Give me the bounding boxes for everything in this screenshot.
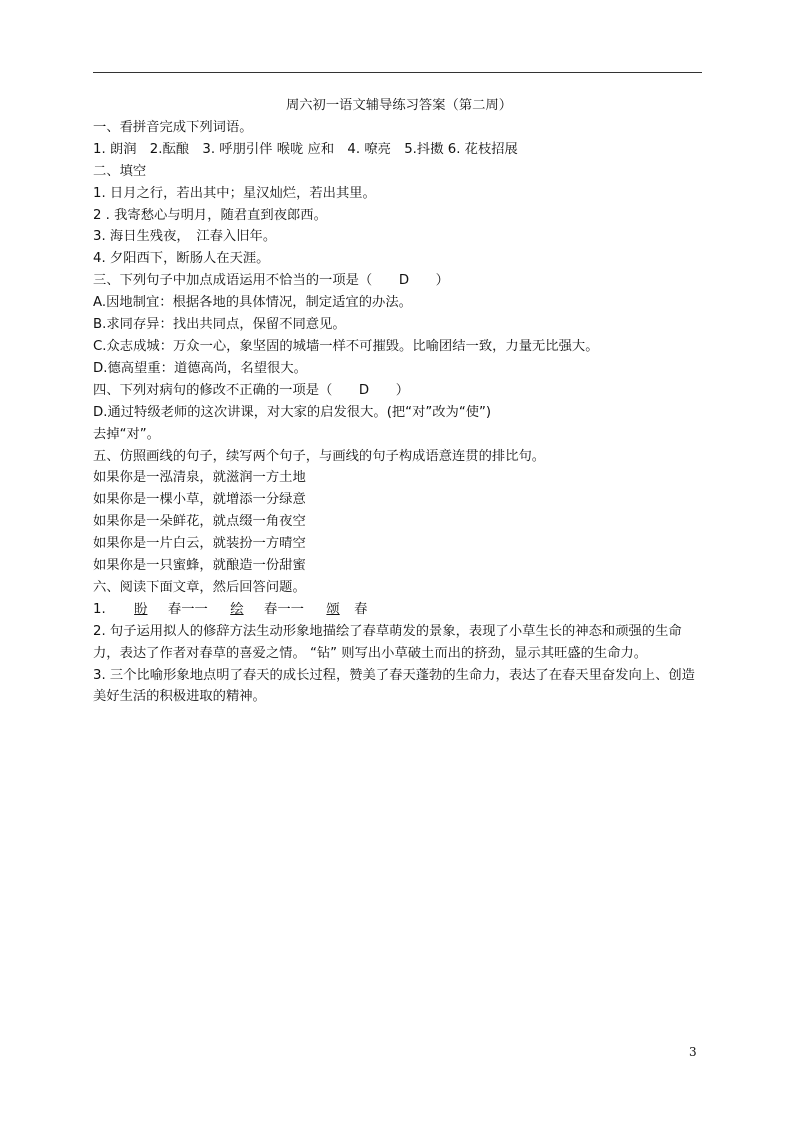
- answer-word-underlined: 颂: [326, 601, 340, 617]
- text-line: 3. 海日生残夜， 江春入旧年。: [93, 229, 277, 245]
- text-line: D.通过特级老师的这次讲课，对大家的启发很大。(把“对”改为“使”): [93, 404, 492, 420]
- text-line: 二、填空: [93, 163, 147, 179]
- header-rule: [93, 72, 702, 73]
- text-line: D.德高望重：道德高尚，名望很大。: [93, 360, 307, 376]
- answer-word: 春: [354, 601, 368, 617]
- text-line: A.因地制宜：根据各地的具体情况，制定适宜的办法。: [93, 295, 412, 311]
- text-line: 三、下列句子中加点成语运用不恰当的一项是（ D ）: [93, 273, 449, 289]
- text-line: B.求同存异：找出共同点，保留不同意见。: [93, 317, 346, 333]
- text-line: 如果你是一只蜜蜂，就酿造一份甜蜜: [93, 558, 306, 574]
- document-body: [93, 95, 705, 708]
- text-line: 4. 夕阳西下，断肠人在天涯。: [93, 251, 270, 267]
- text-line: 如果你是一棵小草，就增添一分绿意: [93, 492, 306, 508]
- answer-paragraph: 3. 三个比喻形象地点明了春天的成长过程，赞美了春天蓬勃的生命力，表达了在春天里奋发向上、创造美好生活的积极进取的精神。: [93, 667, 695, 705]
- text-line: C.众志成城：万众一心，象坚固的城墙一样不可摧毁。比喻团结一致，力量无比强大。: [93, 338, 599, 354]
- answer-word: 春一一: [264, 601, 304, 617]
- text-line: 如果你是一朵鲜花，就点缀一角夜空: [93, 514, 306, 530]
- text-line: 1. 日月之行，若出其中；星汉灿烂，若出其里。: [93, 185, 376, 201]
- text-line: 六、阅读下面文章，然后回答问题。: [93, 579, 306, 595]
- text-line: 去掉“对”。: [93, 426, 160, 442]
- text-line: 1. 朗润 2.酝酿 3. 呼朋引伴 喉咙 应和 4. 嘹亮 5.抖擞 6. 花枝招展: [93, 141, 518, 157]
- text-line: 如果你是一片白云，就装扮一方晴空: [93, 536, 306, 552]
- text-line: 一、看拼音完成下列词语。: [93, 119, 253, 135]
- document-title: 周六初一语文辅导练习答案（第二周）: [285, 98, 513, 113]
- answer-word-underlined: 盼: [134, 601, 148, 617]
- answer-1-line: [93, 599, 705, 621]
- answer-word-underlined: 绘: [230, 601, 244, 617]
- text-line: 四、下列对病句的修改不正确的一项是（ D ）: [93, 382, 410, 398]
- answer-word: 春一一: [167, 601, 208, 617]
- text-line: 五、仿照画线的句子，续写两个句子，与画线的句子构成语意连贯的排比句。: [93, 448, 546, 464]
- answer-number: 1.: [93, 601, 106, 617]
- page-number: 3: [689, 1045, 697, 1059]
- text-line: 如果你是一泓清泉，就滋润一方土地: [93, 470, 306, 486]
- answer-paragraph: 2. 句子运用拟人的修辞方法生动形象地描绘了春草萌发的景象，表现了小草生长的神态和顽强的生命力，表达了作者对春草的喜爱之情。 “钻” 则写出小草破土而出的挤劲，显示其旺盛的生命力。: [93, 623, 682, 661]
- text-line: 2 . 我寄愁心与明月，随君直到夜郎西。: [93, 207, 327, 223]
